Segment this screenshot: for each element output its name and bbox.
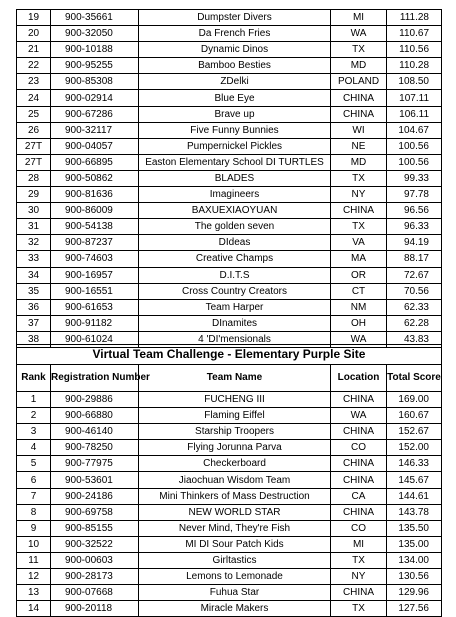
- team-name-cell: Cross Country Creators: [139, 283, 331, 299]
- team-name-cell: Starship Troopers: [139, 424, 331, 440]
- team-name-cell: Dumpster Divers: [139, 10, 331, 26]
- team-name-cell: Imagineers: [139, 187, 331, 203]
- registration-number-cell: 900-32522: [51, 536, 139, 552]
- location-cell: CHINA: [331, 90, 387, 106]
- table-title-row: [17, 345, 442, 365]
- registration-number-cell: 900-20118: [51, 601, 139, 617]
- rank-cell: 2: [17, 408, 51, 424]
- location-cell: POLAND: [331, 74, 387, 90]
- location-cell: CHINA: [331, 472, 387, 488]
- total-score-cell: 130.56: [387, 569, 442, 585]
- location-cell: CO: [331, 440, 387, 456]
- location-cell: TX: [331, 170, 387, 186]
- results-table-continued: [16, 9, 442, 348]
- rank-cell: 37: [17, 315, 51, 331]
- registration-number-cell: 900-66880: [51, 408, 139, 424]
- total-score-cell: 104.67: [387, 122, 442, 138]
- location-cell: MD: [331, 58, 387, 74]
- registration-number-cell: 900-02914: [51, 90, 139, 106]
- location-cell: CHINA: [331, 456, 387, 472]
- table-row: [17, 601, 442, 617]
- table-row: [17, 569, 442, 585]
- registration-number-cell: 900-46140: [51, 424, 139, 440]
- team-name-cell: Jiaochuan Wisdom Team: [139, 472, 331, 488]
- table-row: [17, 585, 442, 601]
- location-cell: WA: [331, 408, 387, 424]
- table-row: [17, 90, 442, 106]
- total-score-cell: 110.56: [387, 42, 442, 58]
- location-cell: CHINA: [331, 106, 387, 122]
- registration-number-cell: 900-74603: [51, 251, 139, 267]
- total-score-cell: 111.28: [387, 10, 442, 26]
- registration-number-cell: 900-95255: [51, 58, 139, 74]
- table-title: Virtual Team Challenge - Elementary Purple Site: [17, 345, 442, 365]
- location-cell: WI: [331, 122, 387, 138]
- rank-cell: 13: [17, 585, 51, 601]
- total-score-cell: 134.00: [387, 552, 442, 568]
- table-row: [17, 424, 442, 440]
- table-row: [17, 488, 442, 504]
- registration-number-cell: 900-67286: [51, 106, 139, 122]
- registration-number-cell: 900-91182: [51, 315, 139, 331]
- total-score-cell: 129.96: [387, 585, 442, 601]
- team-name-cell: Easton Elementary School DI TURTLES: [139, 154, 331, 170]
- registration-number-cell: 900-29886: [51, 392, 139, 408]
- table-row: [17, 315, 442, 331]
- table-header-row: [17, 365, 442, 392]
- team-name-cell: Five Funny Bunnies: [139, 122, 331, 138]
- table-row: [17, 299, 442, 315]
- total-score-cell: 169.00: [387, 392, 442, 408]
- rank-cell: 1: [17, 392, 51, 408]
- team-name-cell: 4 'DI'mensionals: [139, 331, 331, 347]
- total-score-cell: 70.56: [387, 283, 442, 299]
- total-score-cell: 110.28: [387, 58, 442, 74]
- rank-cell: 19: [17, 10, 51, 26]
- rank-cell: 22: [17, 58, 51, 74]
- location-cell: WA: [331, 331, 387, 347]
- rank-cell: 34: [17, 267, 51, 283]
- total-score-cell: 99.33: [387, 170, 442, 186]
- header-registration-number: Registration Number: [51, 365, 139, 392]
- total-score-cell: 152.00: [387, 440, 442, 456]
- table-row: [17, 42, 442, 58]
- location-cell: MD: [331, 154, 387, 170]
- registration-number-cell: 900-16957: [51, 267, 139, 283]
- table-row: [17, 552, 442, 568]
- rank-cell: 25: [17, 106, 51, 122]
- team-name-cell: Girltastics: [139, 552, 331, 568]
- rank-cell: 31: [17, 219, 51, 235]
- total-score-cell: 100.56: [387, 138, 442, 154]
- table-row: [17, 170, 442, 186]
- rank-cell: 23: [17, 74, 51, 90]
- table-row: [17, 520, 442, 536]
- team-name-cell: MI DI Sour Patch Kids: [139, 536, 331, 552]
- registration-number-cell: 900-77975: [51, 456, 139, 472]
- results-table-body: [17, 10, 442, 348]
- registration-number-cell: 900-50862: [51, 170, 139, 186]
- total-score-cell: 135.00: [387, 536, 442, 552]
- registration-number-cell: 900-66895: [51, 154, 139, 170]
- header-total-score: Total Score: [387, 365, 442, 392]
- total-score-cell: 145.67: [387, 472, 442, 488]
- rank-cell: 20: [17, 26, 51, 42]
- total-score-cell: 62.28: [387, 315, 442, 331]
- total-score-cell: 94.19: [387, 235, 442, 251]
- table-row: [17, 392, 442, 408]
- team-name-cell: DInamites: [139, 315, 331, 331]
- location-cell: MI: [331, 536, 387, 552]
- rank-cell: 9: [17, 520, 51, 536]
- table-row: [17, 472, 442, 488]
- registration-number-cell: 900-28173: [51, 569, 139, 585]
- team-name-cell: The golden seven: [139, 219, 331, 235]
- location-cell: CHINA: [331, 203, 387, 219]
- location-cell: CO: [331, 520, 387, 536]
- team-name-cell: Dynamic Dinos: [139, 42, 331, 58]
- team-name-cell: Lemons to Lemonade: [139, 569, 331, 585]
- table-row: [17, 456, 442, 472]
- location-cell: WA: [331, 26, 387, 42]
- rank-cell: 5: [17, 456, 51, 472]
- location-cell: OH: [331, 315, 387, 331]
- rank-cell: 7: [17, 488, 51, 504]
- location-cell: TX: [331, 601, 387, 617]
- team-name-cell: BAXUEXIAOYUAN: [139, 203, 331, 219]
- rank-cell: 35: [17, 283, 51, 299]
- header-team-name: Team Name: [139, 365, 331, 392]
- registration-number-cell: 900-16551: [51, 283, 139, 299]
- registration-number-cell: 900-04057: [51, 138, 139, 154]
- total-score-cell: 62.33: [387, 299, 442, 315]
- table-row: [17, 187, 442, 203]
- total-score-cell: 108.50: [387, 74, 442, 90]
- total-score-cell: 43.83: [387, 331, 442, 347]
- total-score-cell: 97.78: [387, 187, 442, 203]
- rank-cell: 12: [17, 569, 51, 585]
- table-row: [17, 10, 442, 26]
- rank-cell: 3: [17, 424, 51, 440]
- location-cell: CHINA: [331, 504, 387, 520]
- team-name-cell: FUCHENG III: [139, 392, 331, 408]
- table-row: [17, 219, 442, 235]
- location-cell: TX: [331, 219, 387, 235]
- location-cell: MA: [331, 251, 387, 267]
- rank-cell: 10: [17, 536, 51, 552]
- rank-cell: 30: [17, 203, 51, 219]
- total-score-cell: 100.56: [387, 154, 442, 170]
- purple-site-table-body: [17, 392, 442, 617]
- total-score-cell: 96.56: [387, 203, 442, 219]
- rank-cell: 6: [17, 472, 51, 488]
- table-row: [17, 251, 442, 267]
- rank-cell: 8: [17, 504, 51, 520]
- registration-number-cell: 900-32117: [51, 122, 139, 138]
- team-name-cell: Fuhua Star: [139, 585, 331, 601]
- registration-number-cell: 900-61653: [51, 299, 139, 315]
- table-row: [17, 235, 442, 251]
- rank-cell: 27T: [17, 154, 51, 170]
- rank-cell: 11: [17, 552, 51, 568]
- registration-number-cell: 900-32050: [51, 26, 139, 42]
- table-row: [17, 26, 442, 42]
- location-cell: NM: [331, 299, 387, 315]
- team-name-cell: BLADES: [139, 170, 331, 186]
- team-name-cell: Da French Fries: [139, 26, 331, 42]
- location-cell: MI: [331, 10, 387, 26]
- rank-cell: 38: [17, 331, 51, 347]
- registration-number-cell: 900-85155: [51, 520, 139, 536]
- total-score-cell: 96.33: [387, 219, 442, 235]
- team-name-cell: Mini Thinkers of Mass Destruction: [139, 488, 331, 504]
- table-row: [17, 440, 442, 456]
- registration-number-cell: 900-10188: [51, 42, 139, 58]
- total-score-cell: 143.78: [387, 504, 442, 520]
- team-name-cell: Bamboo Besties: [139, 58, 331, 74]
- total-score-cell: 106.11: [387, 106, 442, 122]
- registration-number-cell: 900-24186: [51, 488, 139, 504]
- table-row: [17, 536, 442, 552]
- table-row: [17, 203, 442, 219]
- table-row: [17, 58, 442, 74]
- team-name-cell: Checkerboard: [139, 456, 331, 472]
- total-score-cell: 88.17: [387, 251, 442, 267]
- total-score-cell: 135.50: [387, 520, 442, 536]
- total-score-cell: 152.67: [387, 424, 442, 440]
- registration-number-cell: 900-85308: [51, 74, 139, 90]
- total-score-cell: 160.67: [387, 408, 442, 424]
- rank-cell: 24: [17, 90, 51, 106]
- team-name-cell: Flying Jorunna Parva: [139, 440, 331, 456]
- rank-cell: 28: [17, 170, 51, 186]
- total-score-cell: 107.11: [387, 90, 442, 106]
- location-cell: CA: [331, 488, 387, 504]
- total-score-cell: 110.67: [387, 26, 442, 42]
- table-row: [17, 504, 442, 520]
- rank-cell: 27T: [17, 138, 51, 154]
- team-name-cell: Flaming Eiffel: [139, 408, 331, 424]
- team-name-cell: Creative Champs: [139, 251, 331, 267]
- team-name-cell: ZDelki: [139, 74, 331, 90]
- rank-cell: 26: [17, 122, 51, 138]
- team-name-cell: Brave up: [139, 106, 331, 122]
- rank-cell: 29: [17, 187, 51, 203]
- total-score-cell: 146.33: [387, 456, 442, 472]
- location-cell: VA: [331, 235, 387, 251]
- purple-site-results-table: [16, 344, 442, 617]
- team-name-cell: Never Mind, They're Fish: [139, 520, 331, 536]
- table-row: [17, 138, 442, 154]
- location-cell: OR: [331, 267, 387, 283]
- team-name-cell: Pumpernickel Pickles: [139, 138, 331, 154]
- team-name-cell: DIdeas: [139, 235, 331, 251]
- registration-number-cell: 900-86009: [51, 203, 139, 219]
- location-cell: NY: [331, 187, 387, 203]
- team-name-cell: NEW WORLD STAR: [139, 504, 331, 520]
- rank-cell: 21: [17, 42, 51, 58]
- location-cell: CHINA: [331, 585, 387, 601]
- registration-number-cell: 900-81636: [51, 187, 139, 203]
- table-row: [17, 283, 442, 299]
- registration-number-cell: 900-78250: [51, 440, 139, 456]
- total-score-cell: 127.56: [387, 601, 442, 617]
- location-cell: NY: [331, 569, 387, 585]
- rank-cell: 4: [17, 440, 51, 456]
- table-row: [17, 122, 442, 138]
- location-cell: CHINA: [331, 424, 387, 440]
- table-row: [17, 267, 442, 283]
- rank-cell: 32: [17, 235, 51, 251]
- registration-number-cell: 900-07668: [51, 585, 139, 601]
- team-name-cell: D.I.T.S: [139, 267, 331, 283]
- location-cell: NE: [331, 138, 387, 154]
- location-cell: TX: [331, 552, 387, 568]
- location-cell: TX: [331, 42, 387, 58]
- total-score-cell: 144.61: [387, 488, 442, 504]
- registration-number-cell: 900-00603: [51, 552, 139, 568]
- header-rank: Rank: [17, 365, 51, 392]
- total-score-cell: 72.67: [387, 267, 442, 283]
- registration-number-cell: 900-61024: [51, 331, 139, 347]
- table-row: [17, 408, 442, 424]
- table-row: [17, 154, 442, 170]
- location-cell: CHINA: [331, 392, 387, 408]
- registration-number-cell: 900-87237: [51, 235, 139, 251]
- rank-cell: 36: [17, 299, 51, 315]
- team-name-cell: Team Harper: [139, 299, 331, 315]
- registration-number-cell: 900-35661: [51, 10, 139, 26]
- location-cell: CT: [331, 283, 387, 299]
- table-row: [17, 106, 442, 122]
- table-row: [17, 74, 442, 90]
- registration-number-cell: 900-53601: [51, 472, 139, 488]
- rank-cell: 14: [17, 601, 51, 617]
- team-name-cell: Blue Eye: [139, 90, 331, 106]
- registration-number-cell: 900-69758: [51, 504, 139, 520]
- registration-number-cell: 900-54138: [51, 219, 139, 235]
- rank-cell: 33: [17, 251, 51, 267]
- header-location: Location: [331, 365, 387, 392]
- team-name-cell: Miracle Makers: [139, 601, 331, 617]
